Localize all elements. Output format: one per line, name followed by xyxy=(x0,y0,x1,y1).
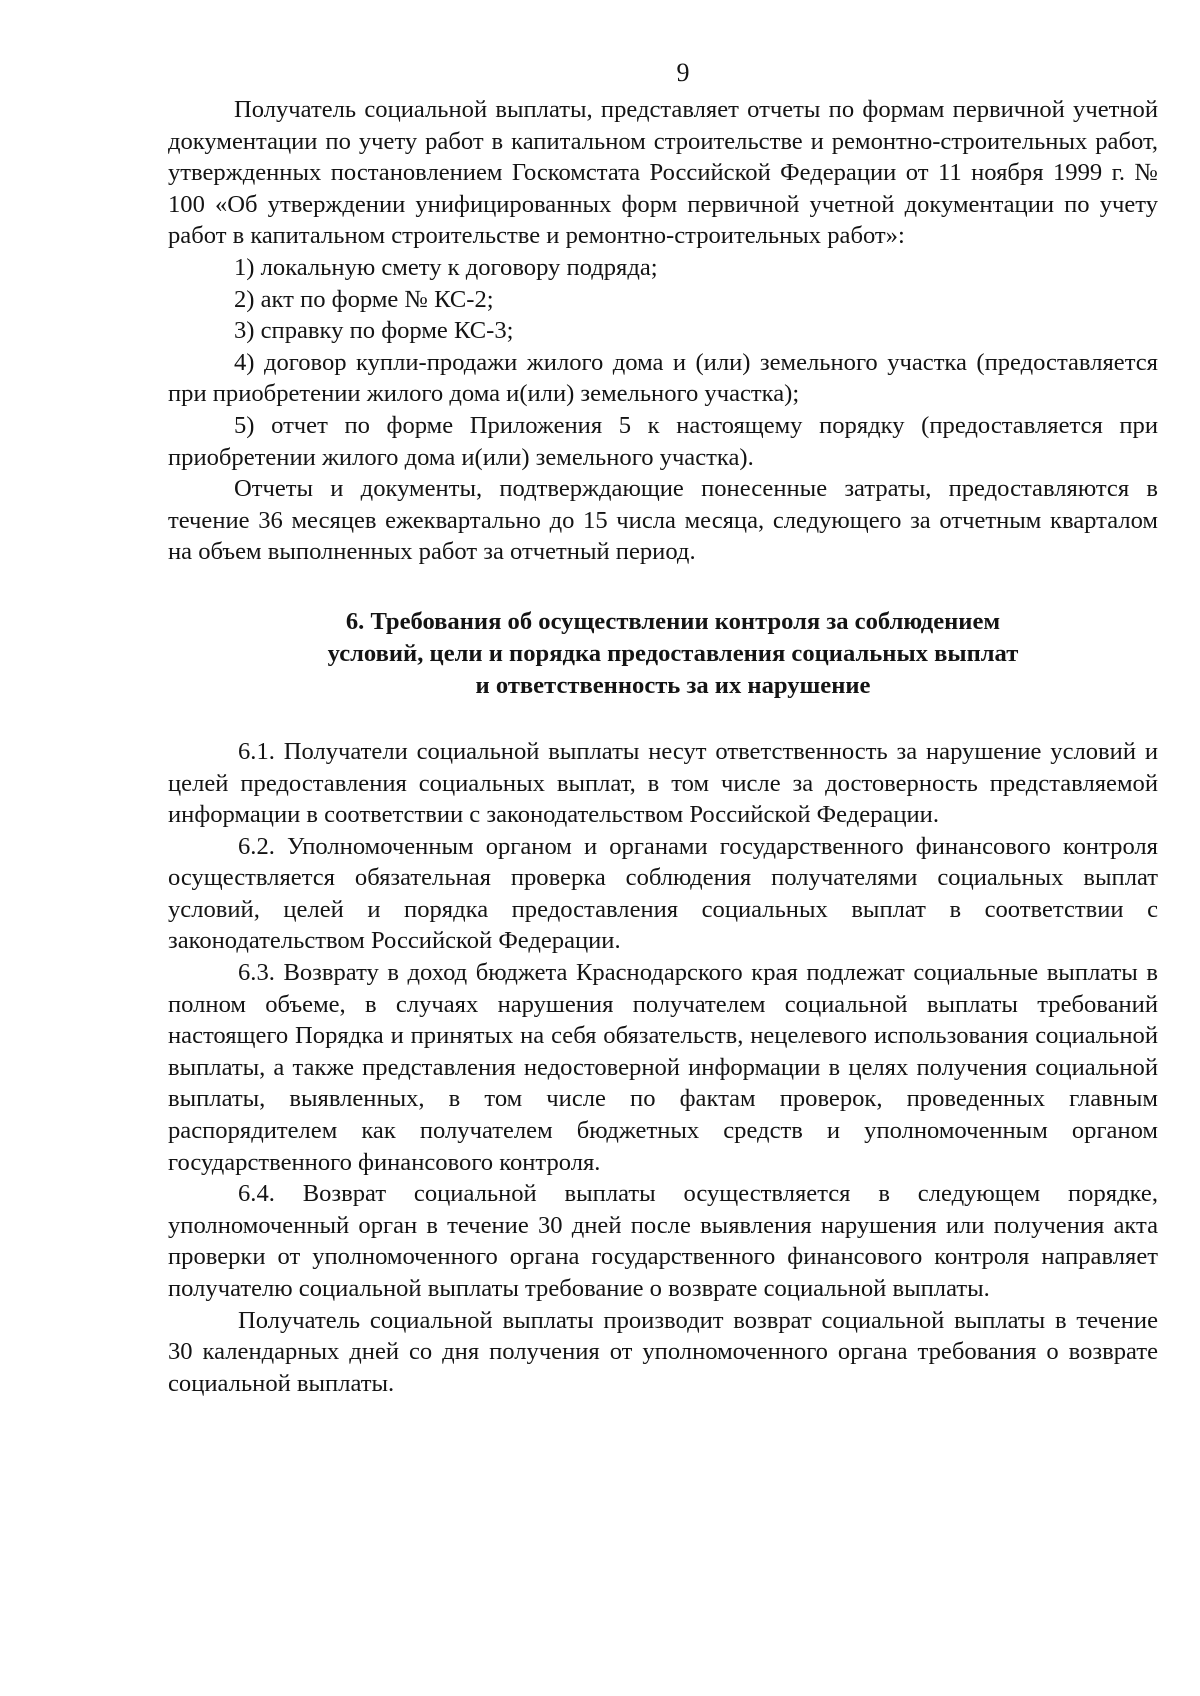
list-item: 2) акт по форме № КС-2; xyxy=(234,285,494,313)
clause-6-3: 6.3. Возврату в доход бюджета Краснодарского края подлежат социальные выплаты в полном объеме, в случаях нарушения получателем социальной выплаты требований настоящего Порядка и принятых на себя обязательств, нецелевого использования социальной выплаты, а также представления недостоверной информации в целях получения социальной выплаты, выявленных, в том числе по фактам проверок, проведенных главным распорядителем как получателем бюджетных средств и уполномоченным органом государственного финансового контроля. xyxy=(168,959,1158,1176)
list-item: 1) локальную смету к договору подряда; xyxy=(234,253,658,281)
page-number: 9 xyxy=(676,58,690,87)
intro-block xyxy=(168,94,1158,568)
section-heading xyxy=(168,606,1158,702)
list-item: 3) справку по форме КС-3; xyxy=(234,317,514,345)
clause-6-4: 6.4. Возврат социальной выплаты осуществляется в следующем порядке, уполномоченный орган в течение 30 дней после выявления нарушения или получения акта проверки от уполномоченного органа государственного финансового контроля направляет получателю социальной выплаты требование о возврате социальной выплаты. xyxy=(168,1180,1158,1302)
section-heading-line: условий, цели и порядка предоставления социальных выплат xyxy=(327,639,1019,667)
document-page xyxy=(168,58,1158,1399)
clause-6-2: 6.2. Уполномоченным органом и органами государственного финансового контроля осуществляется обязательная проверка соблюдения получателями социальных выплат условий, целей и порядка предоставления социальных выплат в соответствии с законодательством Российской Федерации. xyxy=(168,832,1158,955)
intro-paragraph: Получатель социальной выплаты, представляет отчеты по формам первичной учетной документации по учету работ в капитальном строительстве и ремонтно-строительных работ, утвержденных постановлением Госкомстата Российской Федерации от 11 ноября 1999 г. № 100 «Об утверждении унифицированных форм первичной учетной документации по учету работ в капитальном строительстве и ремонтно-строительных работ»: xyxy=(168,96,1158,250)
section-body xyxy=(168,736,1158,1399)
list-item: 5) отчет по форме Приложения 5 к настоящему порядку (предоставляется при приобретении жилого дома и(или) земельного участка). xyxy=(168,411,1158,471)
intro-closing-paragraph: Отчеты и документы, подтверждающие понесенные затраты, предоставляются в течение 36 месяцев ежеквартально до 15 числа месяца, следующего за отчетным кварталом на объем выполненных работ за отчетный период. xyxy=(168,475,1158,566)
list-item: 4) договор купли-продажи жилого дома и (или) земельного участка (предоставляется при приобретении жилого дома и(или) земельного участка); xyxy=(168,348,1158,408)
clause-6-1: 6.1. Получатели социальной выплаты несут ответственность за нарушение условий и целей предоставления социальных выплат, в том числе за достоверность представляемой информации в соответствии с законодательством Российской Федерации. xyxy=(168,737,1158,829)
return-paragraph: Получатель социальной выплаты производит возврат социальной выплаты в течение 30 календарных дней со дня получения от уполномоченного органа требования о возврате социальной выплаты. xyxy=(168,1306,1158,1397)
section-heading-line: 6. Требования об осуществлении контроля за соблюдением xyxy=(345,607,1001,635)
section-heading-line: и ответственность за их нарушение xyxy=(475,671,871,699)
